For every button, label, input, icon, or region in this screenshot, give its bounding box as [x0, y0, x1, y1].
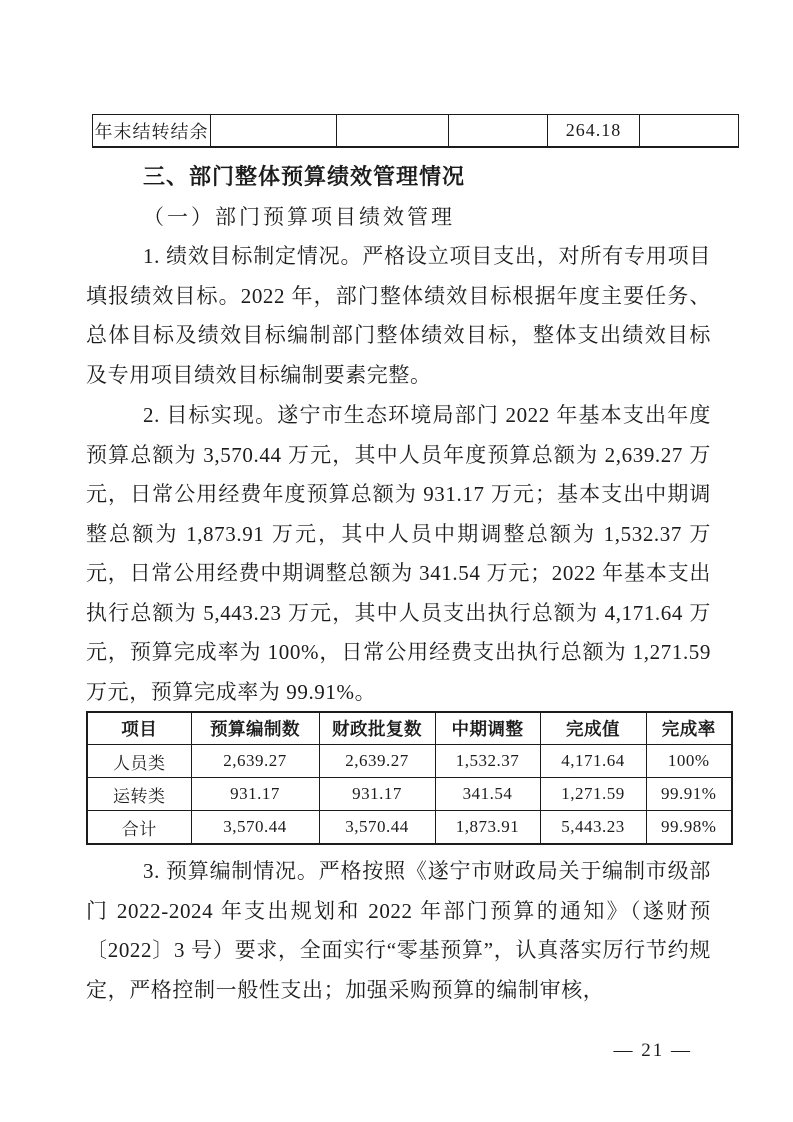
table-row-personnel	[87, 745, 732, 778]
carryover-cell	[449, 115, 548, 148]
page-number: — 21 —	[613, 1040, 692, 1061]
cell: 运转类	[87, 778, 191, 811]
performance-table-header-row	[87, 712, 732, 745]
cell: 5,443.23	[540, 811, 646, 845]
cell: 4,171.64	[540, 745, 646, 778]
header-cell-budgeted: 预算编制数	[191, 712, 319, 745]
cell: 1,271.59	[540, 778, 646, 811]
carryover-table-fragment	[92, 114, 739, 148]
cell: 931.17	[191, 778, 319, 811]
cell: 2,639.27	[191, 745, 319, 778]
header-cell-rate: 完成率	[646, 712, 732, 745]
carryover-cell	[211, 115, 337, 148]
header-cell-approved: 财政批复数	[319, 712, 435, 745]
cell: 1,873.91	[435, 811, 540, 845]
cell: 3,570.44	[319, 811, 435, 845]
carryover-row	[93, 115, 739, 148]
paragraph-goal-setting: 1. 绩效目标制定情况。严格设立项目支出，对所有专用项目填报绩效目标。2022 年，部门整体绩效目标根据年度主要任务、总体目标及绩效目标编制部门整体绩效目标，整体支出绩效目标及专用项目绩效目标编制要素完整。	[86, 244, 711, 387]
carryover-label-cell: 年末结转结余	[93, 115, 211, 148]
cell: 341.54	[435, 778, 540, 811]
header-cell-midterm: 中期调整	[435, 712, 540, 745]
cell: 3,570.44	[191, 811, 319, 845]
table-row-operations	[87, 778, 732, 811]
section-heading: 三、部门整体预算绩效管理情况	[143, 164, 466, 189]
cell: 合计	[87, 811, 191, 845]
cell: 99.98%	[646, 811, 732, 845]
carryover-value-cell: 264.18	[548, 115, 640, 148]
cell: 1,532.37	[435, 745, 540, 778]
cell: 100%	[646, 745, 732, 778]
paragraph-budget-preparation: 3. 预算编制情况。严格按照《遂宁市财政局关于编制市级部门 2022-2024 年支出规划和 2022 年部门预算的通知》（遂财预〔2022〕3 号）要求，全面实行“零基预算”，认真落实厉行节约规定，严格控制一般性支出；加强采购预算的编制审核，	[86, 859, 711, 1002]
paragraph-goal-achievement: 2. 目标实现。遂宁市生态环境局部门 2022 年基本支出年度预算总额为 3,570.44 万元，其中人员年度预算总额为 2,639.27 万元，日常公用经费年度预算总额为 931.17 万元；基本支出中期调整总额为 1,873.91 万元，其中人员中期调整总额为 1,532.37 万元，日常公用经费中期调整总额为 341.54 万元；2022 年基本支出执行总额为 5,443.23 万元，其中人员支出执行总额为 4,171.64 万元，预算完成率为 100%，日常公用经费支出执行总额为 1,271.59 万元，预算完成率为 99.91%。	[86, 403, 711, 704]
header-cell-completed: 完成值	[540, 712, 646, 745]
header-cell-project: 项目	[87, 712, 191, 745]
carryover-cell	[640, 115, 739, 148]
cell: 人员类	[87, 745, 191, 778]
performance-table	[86, 711, 733, 845]
cell: 99.91%	[646, 778, 732, 811]
cell: 931.17	[319, 778, 435, 811]
table-row-total	[87, 811, 732, 845]
subsection-heading: （一）部门预算项目绩效管理	[143, 205, 455, 229]
carryover-cell	[337, 115, 449, 148]
cell: 2,639.27	[319, 745, 435, 778]
